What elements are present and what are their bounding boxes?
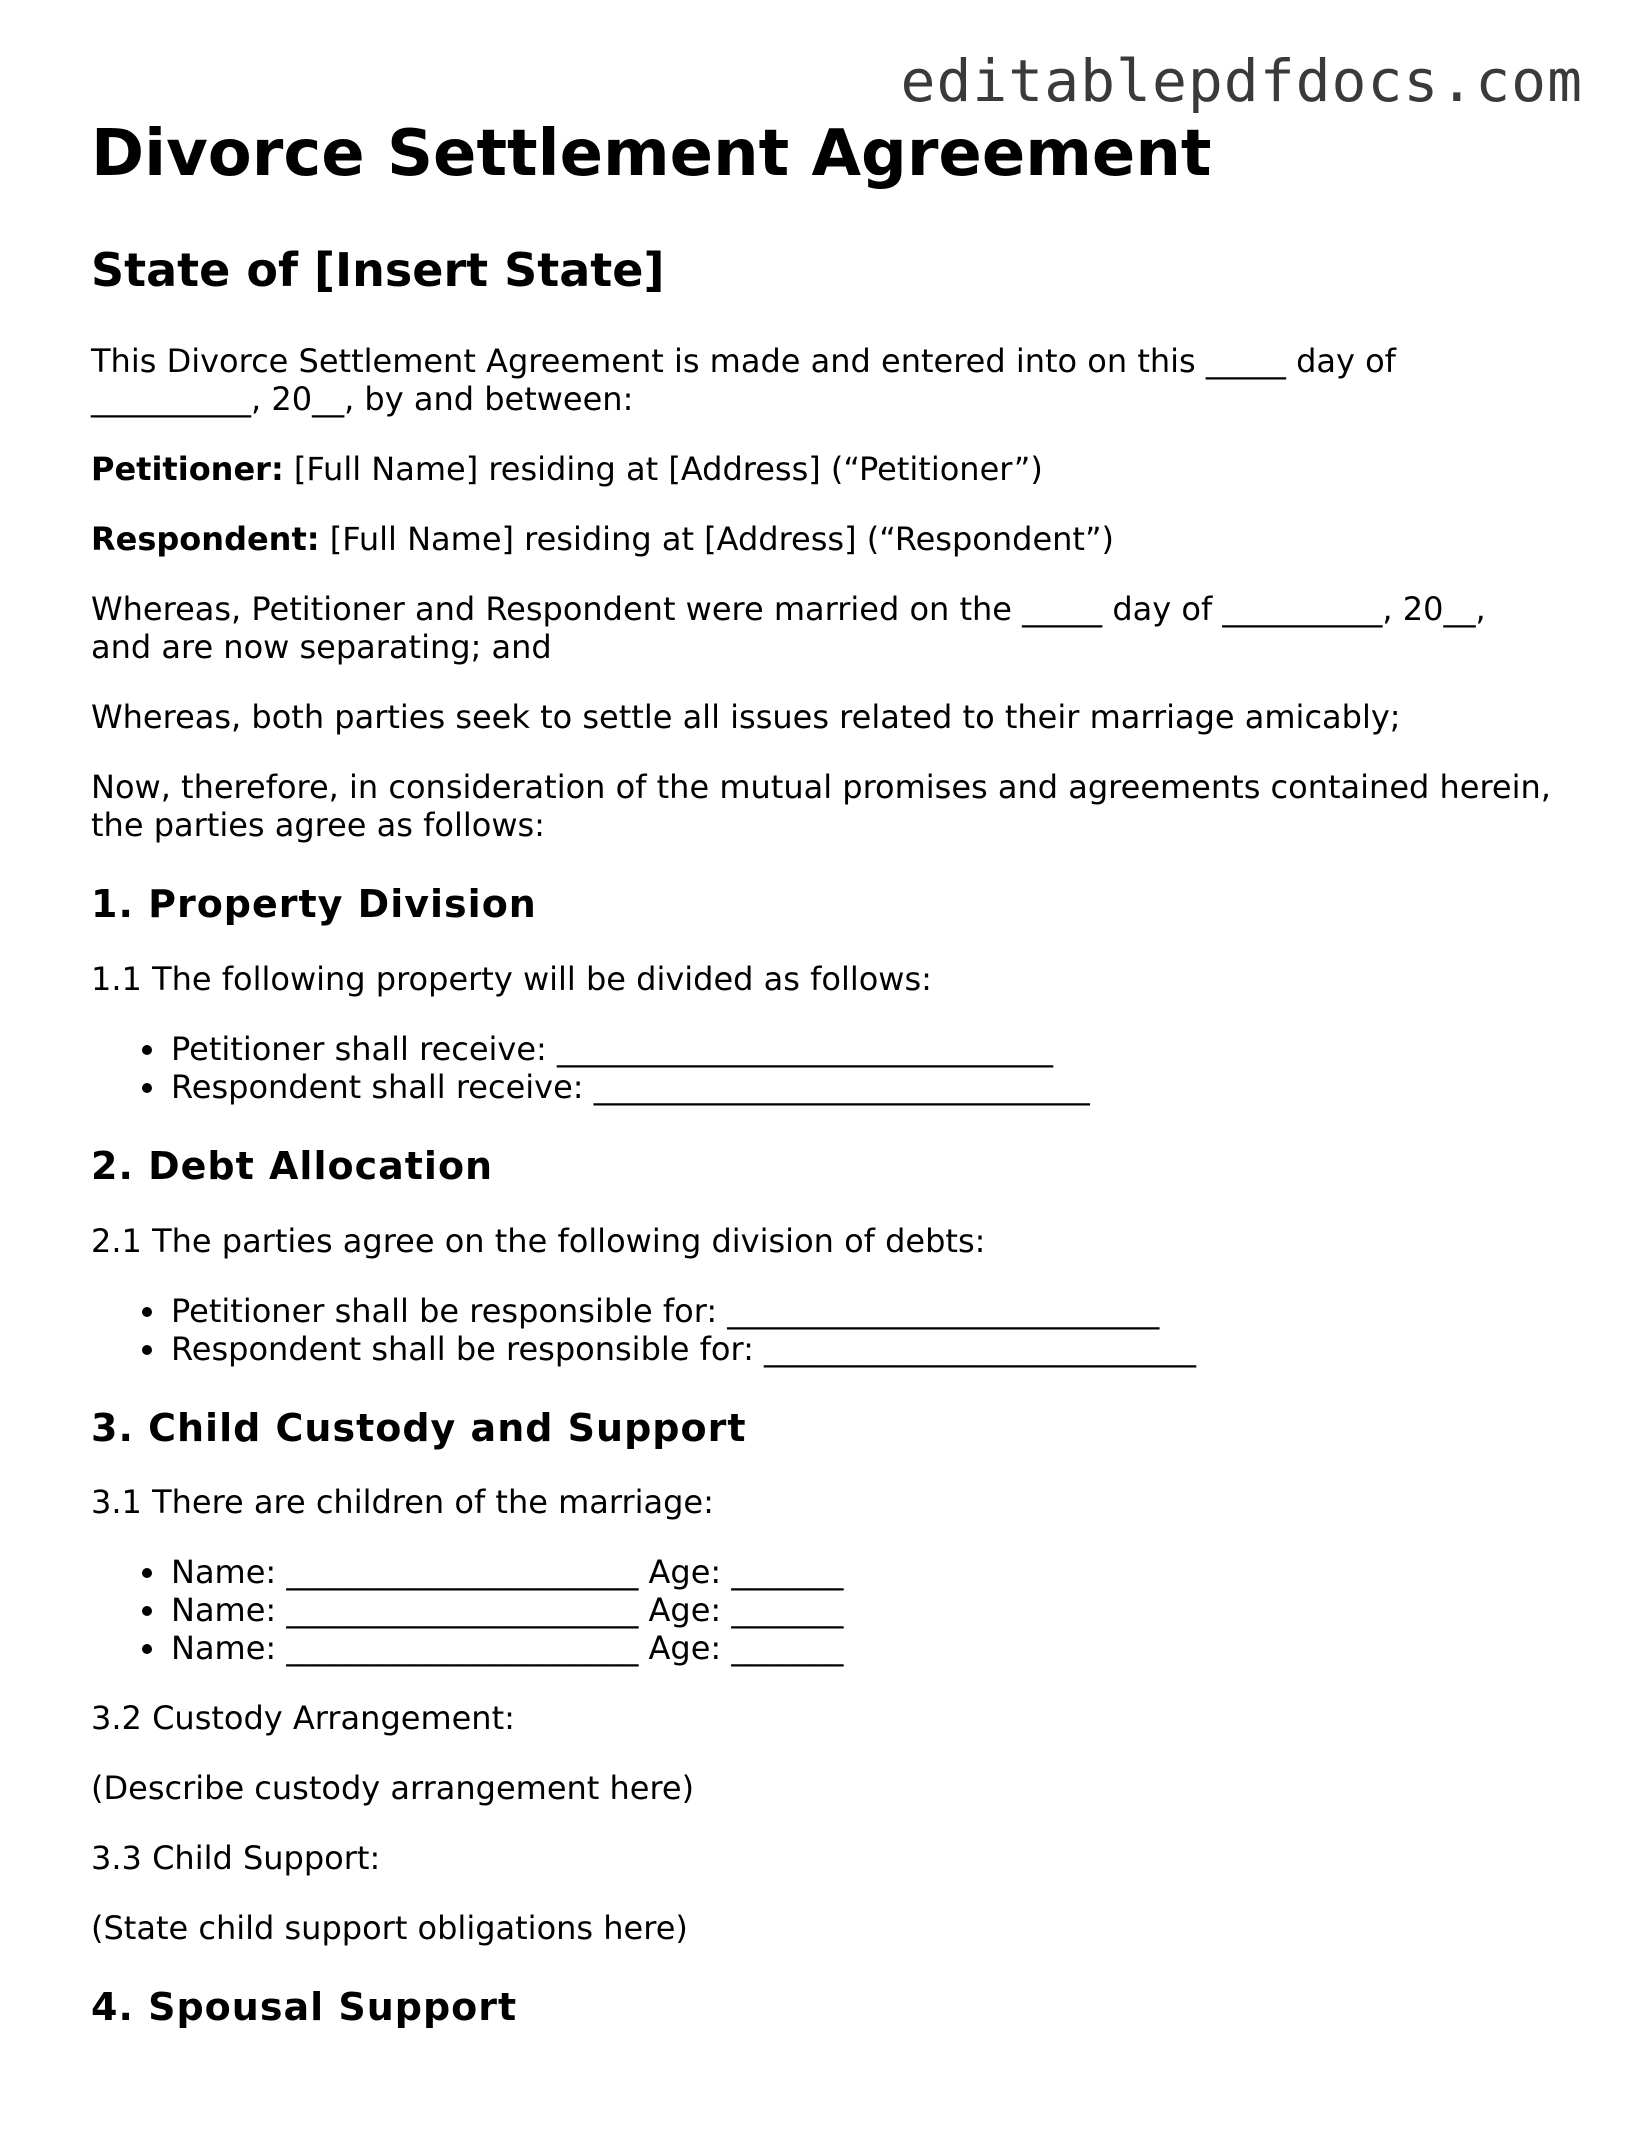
section-spousal-heading: 4. Spousal Support <box>91 1985 518 2030</box>
petitioner-label: Petitioner: <box>91 450 284 489</box>
list-item: • Name: ______________________ Age: _______ <box>169 1591 1551 1629</box>
document-page <box>91 118 1551 2031</box>
debt-list <box>91 1292 1551 1368</box>
respondent-label: Respondent: <box>91 520 320 559</box>
list-item: • Respondent shall receive: _______________________________ <box>169 1068 1551 1106</box>
petitioner-line <box>91 450 1551 488</box>
section-debt-intro: 2.1 The parties agree on the following division of debts: <box>91 1221 986 1260</box>
whereas-married: Whereas, Petitioner and Respondent were married on the _____ day of __________, 20__, and are now separating; and <box>91 590 1486 667</box>
section-debt-heading: 2. Debt Allocation <box>91 1144 494 1189</box>
watermark: editablepdfdocs.com <box>900 47 1583 115</box>
property-list <box>91 1030 1551 1106</box>
section-custody-intro: 3.1 There are children of the marriage: <box>91 1483 714 1522</box>
document-title: Divorce Settlement Agreement <box>91 117 1212 191</box>
support-text: (State child support obligations here) <box>91 1909 688 1948</box>
respondent-text: [Full Name] residing at [Address] (“Respondent”) <box>319 520 1115 559</box>
custody-label: 3.2 Custody Arrangement: <box>91 1699 515 1738</box>
state-heading: State of [Insert State] <box>91 242 665 297</box>
intro-paragraph: This Divorce Settlement Agreement is made and entered into on this _____ day of __________, 20__, by and between: <box>91 342 1396 419</box>
list-item: • Respondent shall be responsible for: ___________________________ <box>169 1330 1551 1368</box>
section-property-intro: 1.1 The following property will be divided as follows: <box>91 960 932 999</box>
respondent-line <box>91 520 1551 558</box>
section-custody-heading: 3. Child Custody and Support <box>91 1405 747 1450</box>
support-label: 3.3 Child Support: <box>91 1839 381 1878</box>
whereas-settle: Whereas, both parties seek to settle all issues related to their marriage amicably; <box>91 698 1401 737</box>
list-item: • Name: ______________________ Age: _______ <box>169 1629 1551 1667</box>
custody-text: (Describe custody arrangement here) <box>91 1769 695 1808</box>
now-therefore: Now, therefore, in consideration of the mutual promises and agreements contained herein, the parties agree as follows: <box>91 768 1551 845</box>
list-item: • Petitioner shall receive: _______________________________ <box>169 1030 1551 1068</box>
list-item: • Petitioner shall be responsible for: ___________________________ <box>169 1292 1551 1330</box>
children-list <box>91 1553 1551 1667</box>
list-item: • Name: ______________________ Age: _______ <box>169 1553 1551 1591</box>
petitioner-text: [Full Name] residing at [Address] (“Petitioner”) <box>283 450 1043 489</box>
section-property-heading: 1. Property Division <box>91 882 537 927</box>
